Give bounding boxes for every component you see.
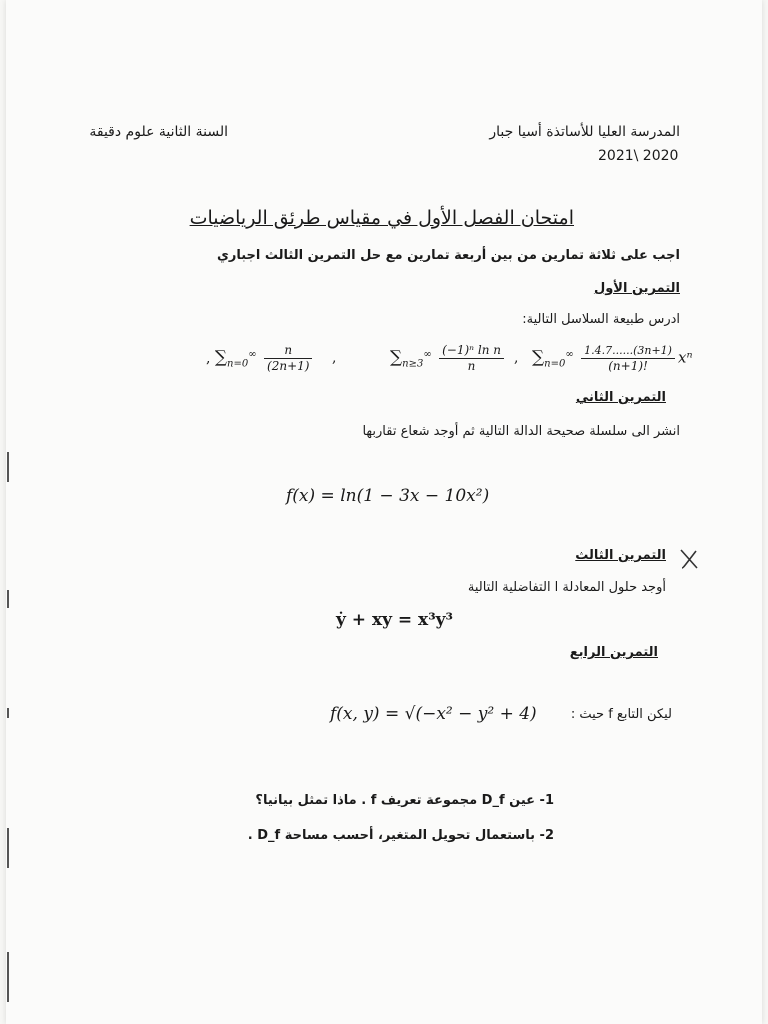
series-2-denominator: n	[467, 359, 476, 373]
exercise-3-heading: التمرين الثالث	[575, 548, 666, 563]
exam-title: امتحان الفصل الأول في مقياس طرئق الرياضيات	[189, 207, 574, 229]
exercise-2-text: انشر الى سلسلة صحيحة الدالة التالية ثم أوجد شعاع تقاربها	[362, 424, 680, 439]
series-3-sum: ∑	[532, 347, 545, 368]
series-2-lower-limit: n≥3	[402, 358, 424, 370]
series-3-denominator: (n+1)!	[608, 359, 648, 373]
series-2-sum: ∑	[390, 347, 403, 368]
series-1-upper-limit: ∞	[248, 348, 257, 360]
series-3	[532, 343, 693, 374]
series-1	[206, 343, 315, 374]
cross-mark-icon	[678, 547, 700, 571]
academic-year: 2021\ 2020	[598, 148, 679, 164]
school-name: المدرسة العليا للأساتذة أسيا جبار	[489, 124, 680, 140]
series-2-fraction	[439, 343, 504, 374]
exam-page	[6, 0, 762, 1024]
exercise-2-heading: التمرين الثاني	[575, 390, 666, 405]
series-1-sum: ∑	[214, 347, 228, 368]
exercise-4-text: ليكن التابع f حيث :	[570, 707, 672, 722]
class-level: السنة الثانية علوم دقيقة	[89, 124, 228, 140]
series-2-numerator: (−1)ⁿ ln n	[439, 343, 504, 359]
series-1-fraction	[264, 343, 312, 374]
exercise-2-formula: f(x) = ln(1 − 3x − 10x²)	[286, 486, 490, 506]
series-1-denominator: (2n+1)	[267, 359, 310, 373]
series-2-upper-limit: ∞	[423, 348, 432, 360]
exercise-4-formula: f(x, y) = √(−x² − y² + 4)	[330, 704, 537, 724]
series-3-fraction	[581, 343, 675, 374]
series-1-separator: ,	[206, 350, 211, 367]
exercise-1-heading: التمرين الأول	[593, 281, 680, 296]
series-separator-1: ,	[332, 350, 337, 366]
series-1-numerator: n	[264, 343, 312, 359]
exercise-4-heading: التمرين الرابع	[569, 645, 658, 660]
exercise-4-question-2: 2- باستعمال تحويل المتغير، أحسب مساحة D_f .	[247, 828, 554, 843]
exam-instructions: اجب على ثلاثة تمارين من بين أربعة تمارين مع حل التمرين الثالث اجباري	[216, 248, 680, 263]
exercise-3-equation: ẏ + xy = x³y³	[336, 610, 453, 630]
series-3-upper-limit: ∞	[565, 348, 574, 360]
series-3-numerator: 1.4.7......(3n+1)	[581, 343, 675, 359]
series-3-power: xⁿ	[677, 348, 693, 367]
exercise-3-text: أوجد حلول المعادلة ا التفاضلية التالية	[467, 580, 666, 595]
exercise-1-text: ادرس طبيعة السلاسل التالية:	[522, 312, 680, 327]
exercise-4-question-1: 1- عين D_f مجموعة تعريف f . ماذا تمثل بيانيا؟	[255, 793, 554, 808]
series-separator-2: ,	[514, 350, 519, 366]
series-1-lower-limit: n=0	[227, 358, 249, 370]
series-3-lower-limit: n=0	[544, 358, 566, 370]
series-2	[390, 343, 507, 374]
